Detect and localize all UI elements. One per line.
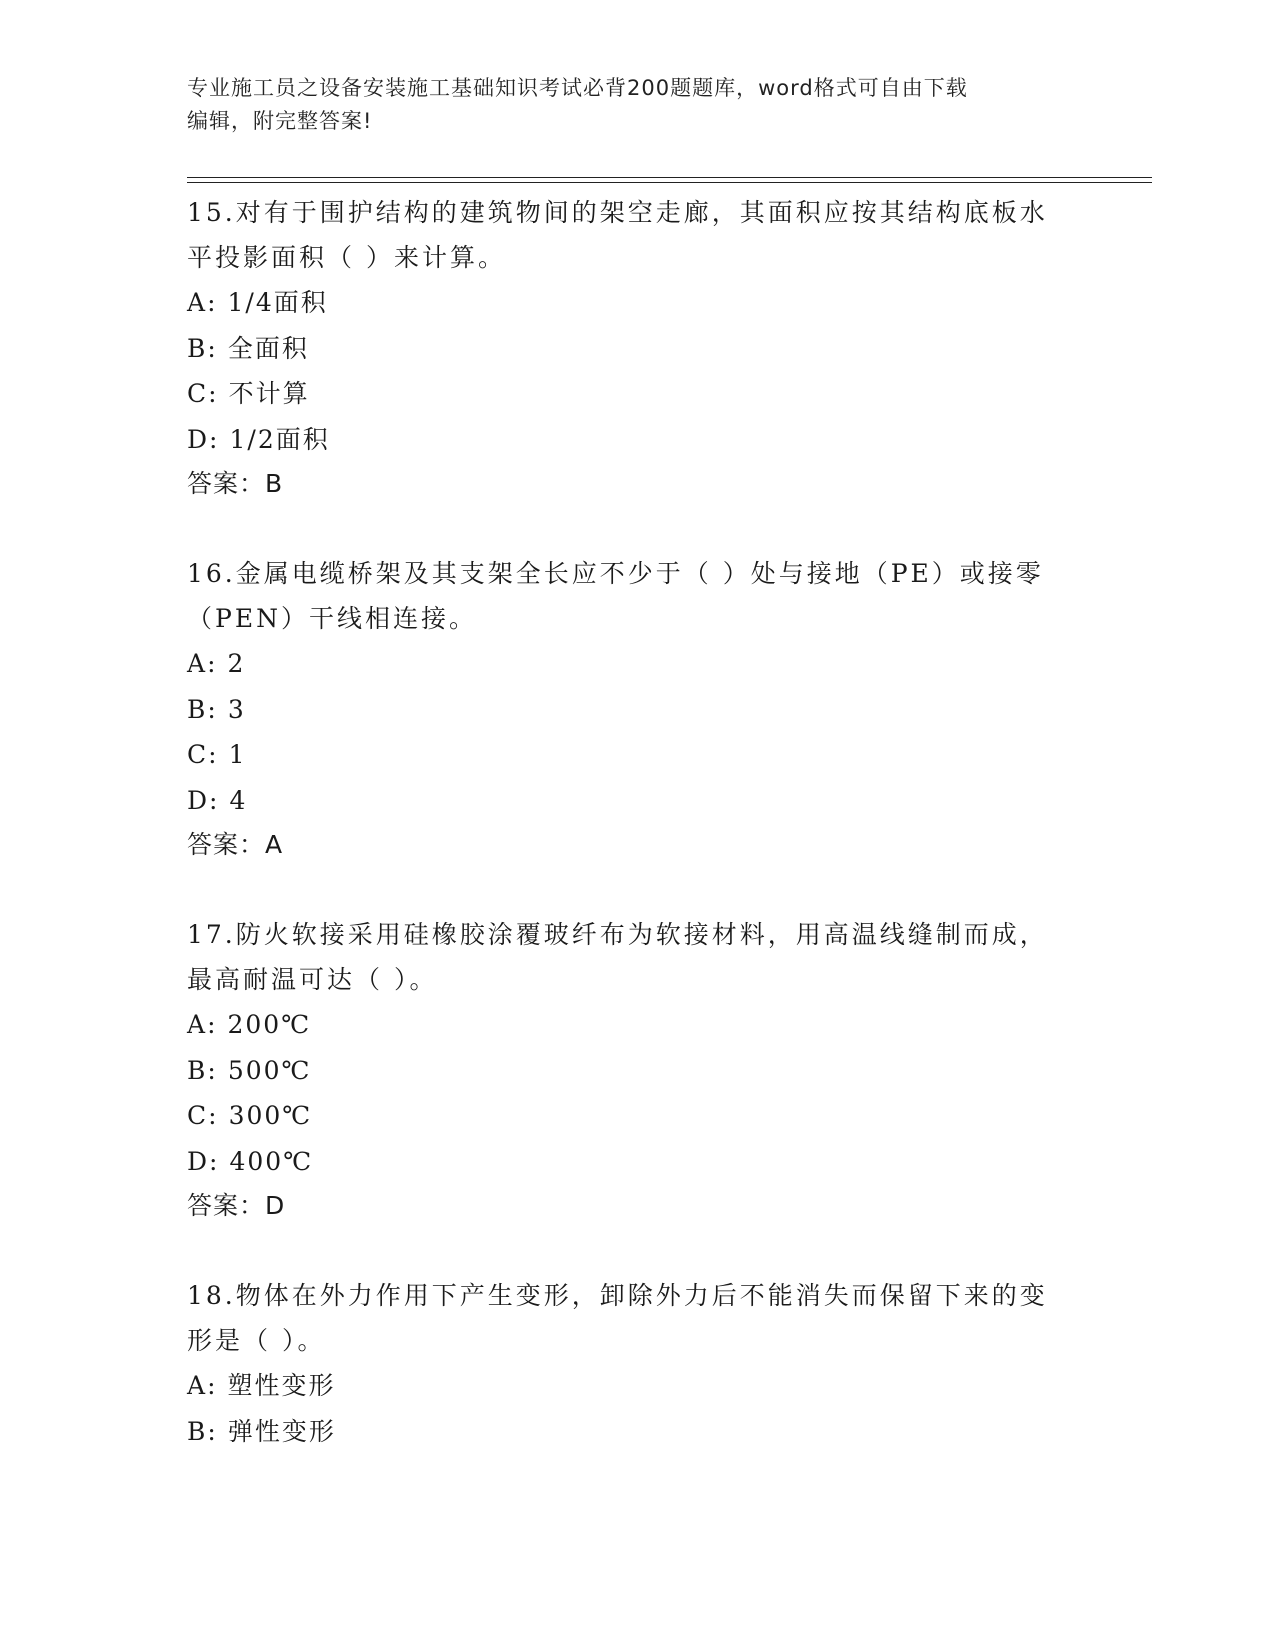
option-b: B: 弹性变形 [187,1409,1087,1455]
option-value: 4 [229,785,248,815]
question-text-line-1: 17.防火软接采用硅橡胶涂覆玻纤布为软接材料，用高温线缝制而成， [187,920,1048,949]
question-17 [187,912,1087,1228]
header-line-2: 编辑，附完整答案! [187,109,373,133]
answer-line: 答案：A [187,830,284,859]
question-text-line-2: 形是（ ）。 [187,1326,326,1355]
header-line-1: 专业施工员之设备安装施工基础知识考试必背200题题库，word格式可自由下载 [187,76,968,100]
question-list [187,190,1087,1499]
option-value: 1/2面积 [229,424,330,454]
option-value: 3 [227,694,246,724]
option-key: B [187,694,208,724]
option-key: C [187,1101,209,1130]
option-key: A [187,288,208,317]
option-key: B [187,1055,208,1085]
option-key: B [187,333,208,363]
option-value: 200℃ [227,1010,312,1039]
question-text-line-1: 15.对有于围护结构的建筑物间的架空走廊，其面积应按其结构底板水 [187,198,1048,227]
option-key: A [187,649,208,678]
option-d: D: 400℃ [187,1139,1087,1185]
option-d: D: 4 [187,778,1087,824]
answer-line: 答案：D [187,1191,286,1220]
question-text-line-2: 最高耐温可达（ ）。 [187,965,438,994]
question-15 [187,190,1087,506]
question-text [187,190,1087,280]
option-a: A: 1/4面积 [187,280,1087,326]
option-key: C [187,740,209,769]
header-divider-bottom [187,182,1152,183]
option-value: 弹性变形 [227,1416,336,1446]
option-value: 不计算 [228,379,310,408]
option-key: B [187,1416,208,1446]
option-value: 300℃ [228,1101,313,1130]
option-c: C: 1 [187,732,1087,778]
option-key: D [187,424,210,454]
option-b: B: 500℃ [187,1048,1087,1094]
option-b: B: 3 [187,687,1087,733]
option-value: 400℃ [229,1146,314,1176]
option-b: B: 全面积 [187,326,1087,372]
answer-line: 答案：B [187,469,284,498]
question-text-line-2: （PEN）干线相连接。 [187,604,477,633]
option-c: C: 300℃ [187,1093,1087,1139]
option-d: D: 1/2面积 [187,417,1087,463]
option-value: 1 [228,740,247,769]
header-divider-top [187,177,1152,178]
option-key: D [187,1146,210,1176]
question-text [187,912,1087,1002]
option-a: A: 2 [187,641,1087,687]
question-18 [187,1273,1087,1454]
question-text-line-2: 平投影面积（ ）来计算。 [187,243,506,272]
question-text-line-1: 18.物体在外力作用下产生变形，卸除外力后不能消失而保留下来的变 [187,1281,1048,1310]
option-c: C: 不计算 [187,371,1087,417]
option-value: 1/4面积 [227,288,328,317]
option-key: C [187,379,209,408]
document-header [187,72,1087,138]
option-a: A: 塑性变形 [187,1363,1087,1409]
option-key: D [187,785,210,815]
option-a: A: 200℃ [187,1002,1087,1048]
option-value: 500℃ [227,1055,312,1085]
question-text-line-1: 16.金属电缆桥架及其支架全长应不少于（ ）处与接地（PE）或接零 [187,559,1044,588]
option-value: 全面积 [227,333,309,363]
question-text [187,551,1087,641]
question-text [187,1273,1087,1363]
option-value: 2 [227,649,246,678]
option-value: 塑性变形 [227,1371,336,1400]
question-16 [187,551,1087,867]
option-key: A [187,1010,208,1039]
option-key: A [187,1371,208,1400]
